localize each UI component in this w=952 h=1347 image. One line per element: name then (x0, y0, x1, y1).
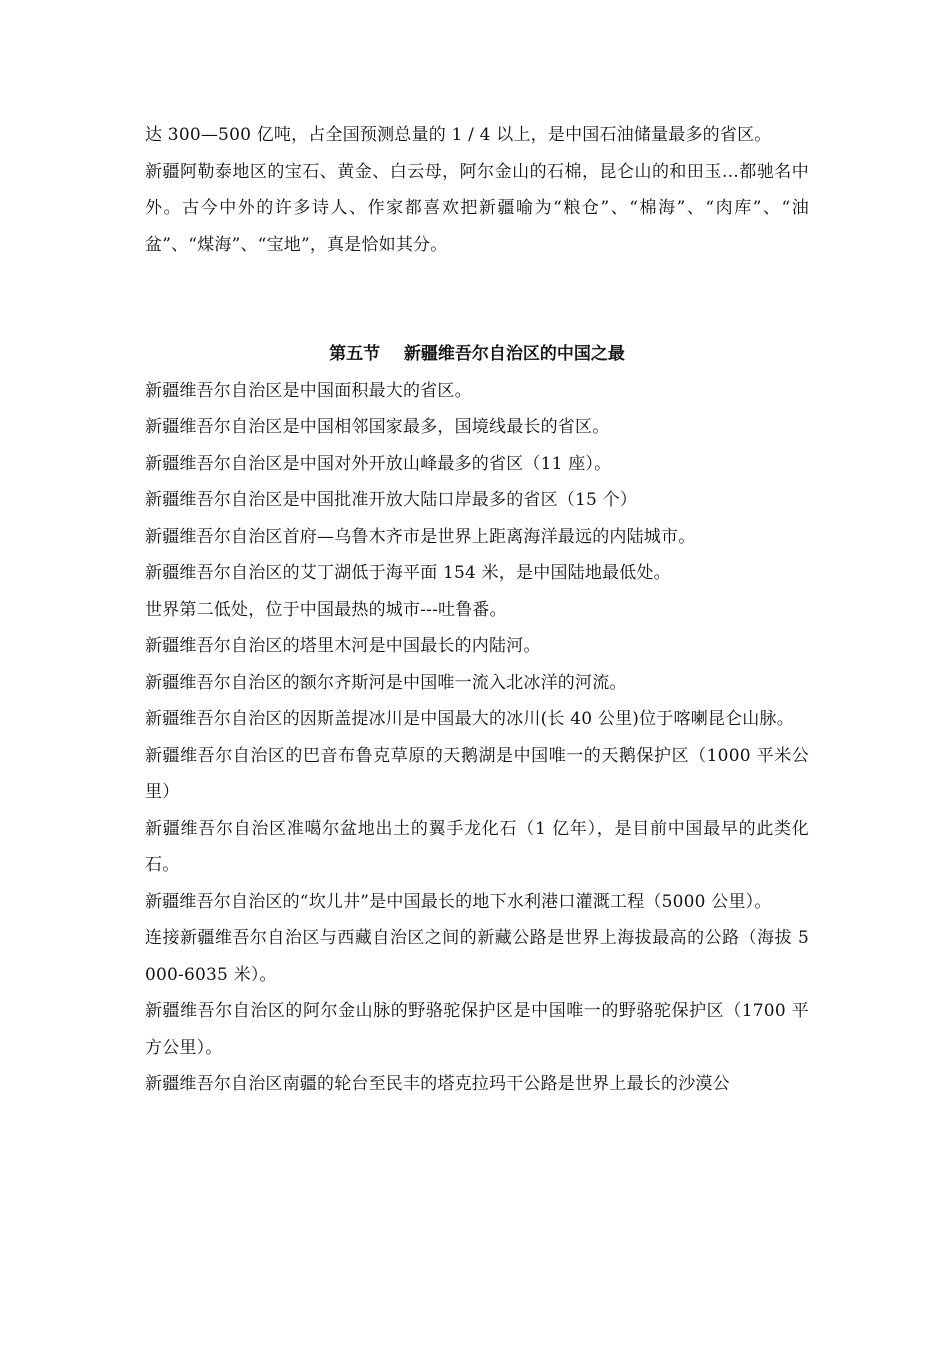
list-item: 新疆维吾尔自治区准噶尔盆地出土的翼手龙化石（1 亿年），是目前中国最早的此类化石。 (145, 818, 809, 875)
section-heading: 第五节 新疆维吾尔自治区的中国之最 (329, 344, 625, 364)
list-item: 新疆维吾尔自治区是中国面积最大的省区。 (145, 380, 472, 401)
intro-line-1: 达 300—500 亿吨，占全国预测总量的 1 / 4 以上，是中国石油储量最多的省区。 (145, 125, 772, 145)
list-item: 新疆维吾尔自治区是中国批准开放大陆口岸最多的省区（15 个） (145, 490, 638, 510)
list-item: 新疆维吾尔自治区的艾丁湖低于海平面 154 米，是中国陆地最低处。 (145, 563, 671, 583)
list-item: 新疆维吾尔自治区的额尔齐斯河是中国唯一流入北冰洋的河流。 (145, 672, 627, 693)
list-item: 新疆维吾尔自治区首府—乌鲁木齐市是世界上距离海洋最远的内陆城市。 (145, 526, 696, 547)
list-item: 世界第二低处，位于中国最热的城市---吐鲁番。 (145, 599, 507, 620)
list-item: 新疆维吾尔自治区南疆的轮台至民丰的塔克拉玛干公路是世界上最长的沙漠公 (145, 1074, 730, 1094)
list-item: 新疆维吾尔自治区的“坎儿井”是中国最长的地下水利港口灌溉工程（5000 公里）。 (145, 891, 772, 912)
list-item: 新疆维吾尔自治区的塔里木河是中国最长的内陆河。 (145, 636, 541, 656)
intro-paragraph: 新疆阿勒泰地区的宝石、黄金、白云母，阿尔金山的石棉，昆仑山的和田玉…都驰名中外。古今中外的许多诗人、作家都喜欢把新疆喻为“粮仓”、“棉海”、“肉库”、“油盆”、“煤海”、“宝地”，真是恰如其分。 (145, 161, 809, 255)
document-body (145, 117, 809, 1103)
list-item: 新疆维吾尔自治区是中国对外开放山峰最多的省区（11 座）。 (145, 453, 612, 474)
list-item: 新疆维吾尔自治区的阿尔金山脉的野骆驼保护区是中国唯一的野骆驼保护区（1700 平方公里）。 (145, 1001, 809, 1058)
list-item: 新疆维吾尔自治区是中国相邻国家最多，国境线最长的省区。 (145, 417, 610, 437)
list-item: 新疆维吾尔自治区的巴音布鲁克草原的天鹅湖是中国唯一的天鹅保护区（1000 平米公里） (145, 745, 809, 802)
section-spacer (145, 263, 809, 336)
list-item: 新疆维吾尔自治区的因斯盖提冰川是中国最大的冰川(长 40 公里)位于喀喇昆仑山脉。 (145, 709, 794, 729)
list-item: 连接新疆维吾尔自治区与西藏自治区之间的新藏公路是世界上海拔最高的公路（海拔 5000-6035 米）。 (145, 928, 809, 985)
